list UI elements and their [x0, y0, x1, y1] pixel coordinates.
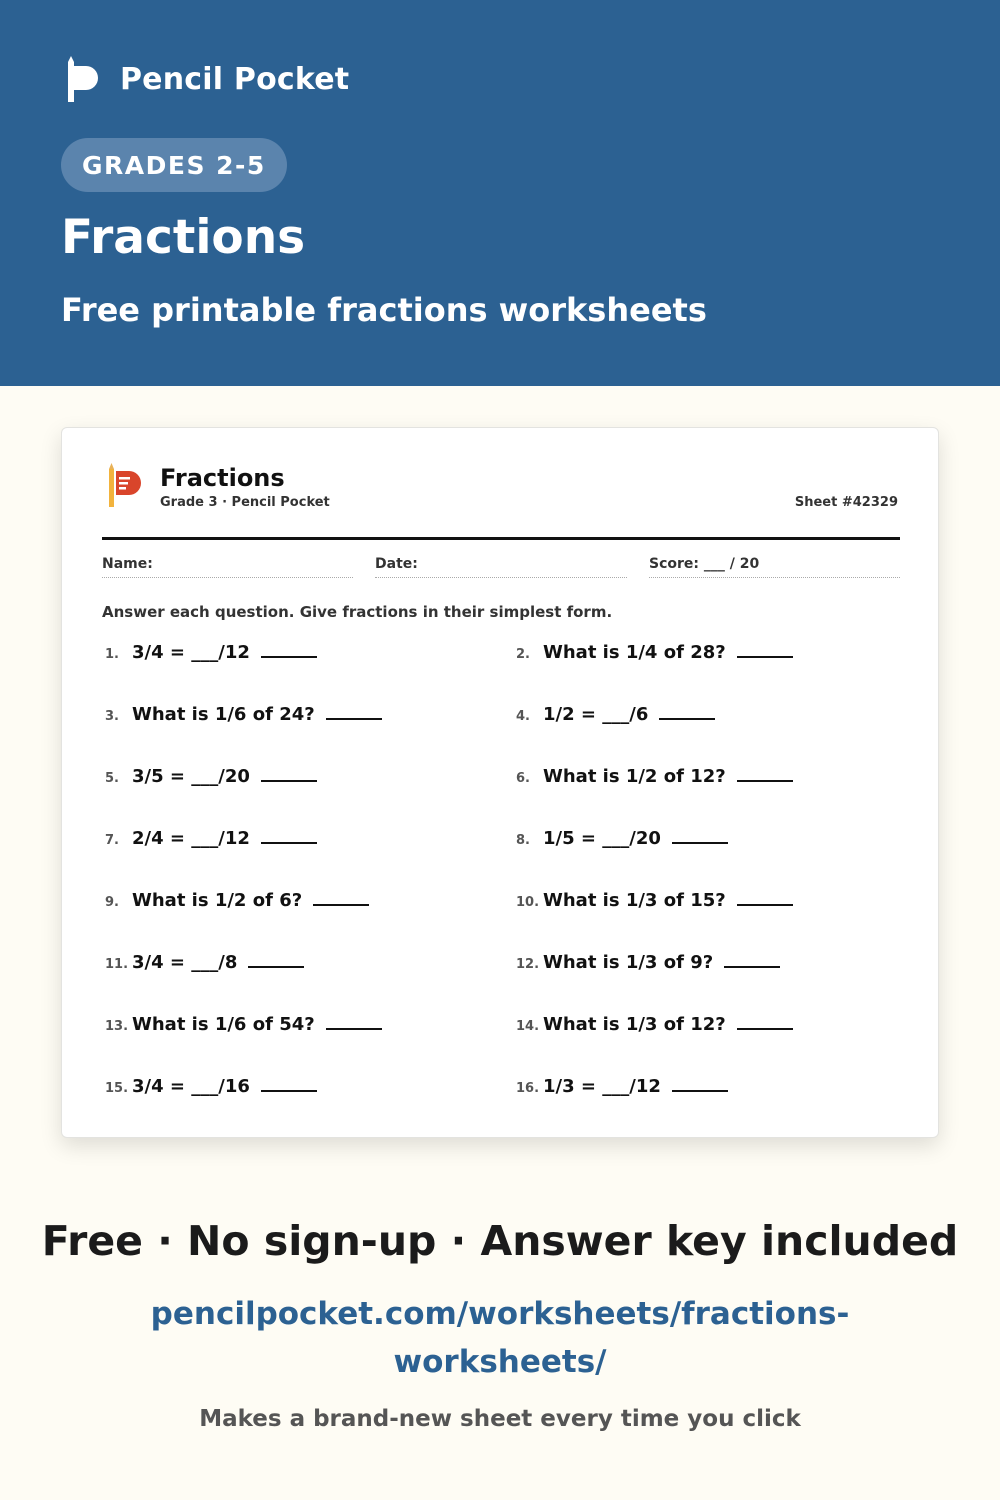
answer-blank[interactable] [313, 892, 369, 906]
sheet-number: Sheet #42329 [794, 495, 898, 510]
question-item [513, 1076, 728, 1097]
question-item [102, 828, 317, 849]
question-item [513, 890, 793, 911]
question-number: 16. [516, 1081, 540, 1096]
question-item [102, 952, 304, 973]
question-number: 6. [516, 771, 530, 786]
question-item [102, 1014, 382, 1035]
question-text: What is 1/3 of 15? [543, 890, 726, 911]
answer-blank[interactable] [326, 1016, 382, 1030]
question-item [102, 890, 369, 911]
answer-blank[interactable] [261, 644, 317, 658]
question-number: 3. [105, 709, 119, 724]
answer-blank[interactable] [724, 954, 780, 968]
answer-blank[interactable] [737, 768, 793, 782]
worksheet-preview[interactable] [61, 427, 939, 1138]
question-text: 1/3 = ___/12 [543, 1076, 661, 1097]
question-item [102, 766, 317, 787]
question-item [513, 828, 728, 849]
question-text: 1/5 = ___/20 [543, 828, 661, 849]
question-number: 7. [105, 833, 119, 848]
question-item [513, 704, 715, 725]
question-number: 10. [516, 895, 540, 910]
question-number: 9. [105, 895, 119, 910]
question-number: 4. [516, 709, 530, 724]
name-field: Name: [102, 556, 353, 578]
answer-blank[interactable] [261, 830, 317, 844]
question-text: What is 1/3 of 12? [543, 1014, 726, 1035]
question-item [102, 704, 382, 725]
question-text: What is 1/4 of 28? [543, 642, 726, 663]
page-title: Fractions [61, 210, 306, 265]
question-text: What is 1/2 of 12? [543, 766, 726, 787]
question-number: 15. [105, 1081, 129, 1096]
header-divider [102, 537, 900, 540]
answer-blank[interactable] [672, 1078, 728, 1092]
answer-blank[interactable] [672, 830, 728, 844]
worksheet-title: Fractions [160, 464, 285, 492]
date-field: Date: [375, 556, 627, 578]
question-item [513, 1014, 793, 1035]
answer-blank[interactable] [659, 706, 715, 720]
question-item [102, 642, 317, 663]
answer-blank[interactable] [261, 768, 317, 782]
hero-banner [0, 0, 1000, 386]
grade-badge: GRADES 2-5 [61, 138, 287, 192]
question-item [102, 1076, 317, 1097]
question-text: 3/4 = ___/8 [132, 952, 238, 973]
question-text: What is 1/6 of 24? [132, 704, 315, 725]
score-field: Score: ___ / 20 [649, 556, 900, 578]
answer-blank[interactable] [248, 954, 304, 968]
answer-blank[interactable] [737, 644, 793, 658]
question-number: 14. [516, 1019, 540, 1034]
question-number: 2. [516, 647, 530, 662]
question-text: 1/2 = ___/6 [543, 704, 649, 725]
feature-headline: Free · No sign-up · Answer key included [41, 1217, 959, 1265]
question-text: 2/4 = ___/12 [132, 828, 250, 849]
question-text: What is 1/2 of 6? [132, 890, 303, 911]
instructions: Answer each question. Give fractions in their simplest form. [102, 603, 613, 621]
answer-blank[interactable] [737, 1016, 793, 1030]
question-text: 3/4 = ___/12 [132, 642, 250, 663]
question-text: What is 1/6 of 54? [132, 1014, 315, 1035]
question-text: 3/4 = ___/16 [132, 1076, 250, 1097]
tagline: Makes a brand-new sheet every time you click [199, 1406, 801, 1432]
pencil-p-logo-icon [64, 56, 104, 102]
question-number: 1. [105, 647, 119, 662]
question-text: What is 1/3 of 9? [543, 952, 714, 973]
question-text: 3/5 = ___/20 [132, 766, 250, 787]
question-item [513, 642, 793, 663]
question-number: 8. [516, 833, 530, 848]
question-number: 11. [105, 957, 129, 972]
worksheet-link[interactable]: pencilpocket.com/worksheets/fractions-worksheets/ [150, 1296, 850, 1380]
answer-blank[interactable] [737, 892, 793, 906]
question-item [513, 952, 780, 973]
answer-blank[interactable] [326, 706, 382, 720]
page-subtitle: Free printable fractions worksheets [61, 291, 707, 329]
answer-blank[interactable] [261, 1078, 317, 1092]
worksheet-meta: Grade 3 · Pencil Pocket [160, 495, 330, 510]
question-number: 13. [105, 1019, 129, 1034]
question-number: 5. [105, 771, 119, 786]
question-item [513, 766, 793, 787]
pencil-p-logo-icon [107, 463, 145, 507]
brand[interactable] [64, 56, 349, 102]
brand-name: Pencil Pocket [120, 61, 350, 97]
question-number: 12. [516, 957, 540, 972]
